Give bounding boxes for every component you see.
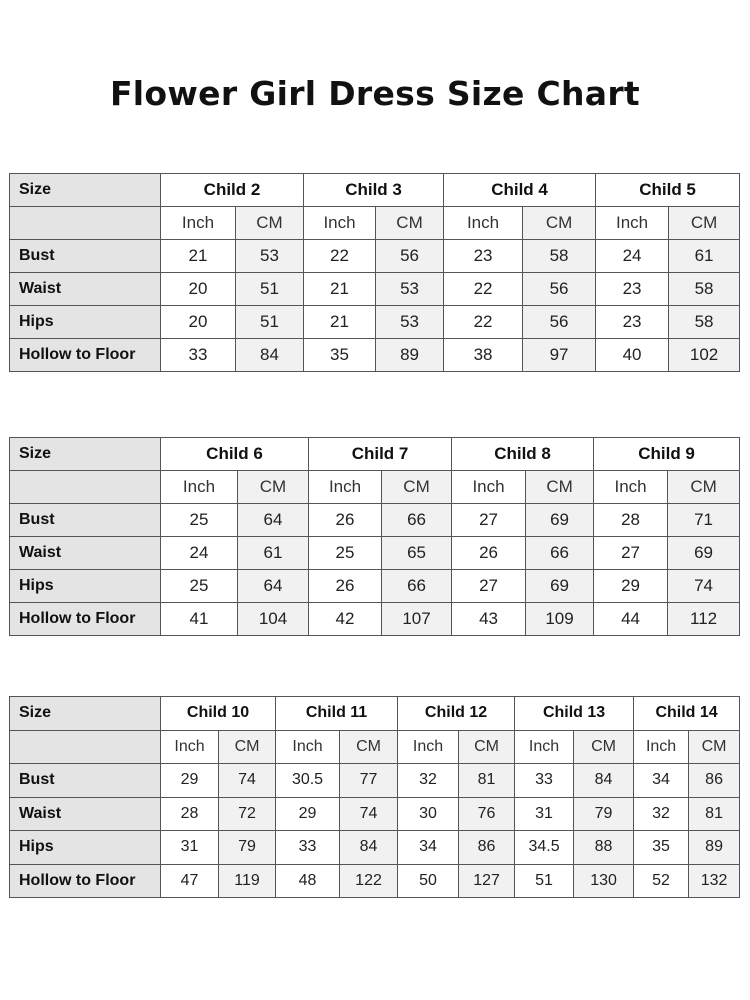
table-cell: 53 [376,273,444,306]
table-cell: 74 [340,797,398,831]
row-label: Bust [10,764,161,798]
size-name: Child 3 [304,174,444,207]
table-cell: 86 [459,831,515,865]
unit-cm: CM [376,207,444,240]
table-cell: 23 [596,306,669,339]
table-cell: 25 [309,537,382,570]
unit-inch: Inch [161,207,236,240]
table-cell: 79 [219,831,276,865]
unit-row [10,471,740,504]
table-cell: 34 [634,764,689,798]
table-cell: 58 [669,273,740,306]
table-cell: 74 [219,764,276,798]
page-title: Flower Girl Dress Size Chart [109,74,641,113]
table-cell: 26 [309,504,382,537]
table-cell: 35 [304,339,376,372]
unit-inch: Inch [594,471,668,504]
unit-inch: Inch [398,730,459,764]
size-header-row [10,697,740,731]
unit-inch: Inch [444,207,523,240]
table-cell: 66 [382,570,452,603]
size-name: Child 13 [515,697,634,731]
table-cell: 64 [238,570,309,603]
table-cell: 88 [574,831,634,865]
unit-row [10,207,740,240]
table-cell: 23 [596,273,669,306]
table-cell: 132 [689,864,740,898]
size-label: Size [10,174,161,207]
size-name: Child 12 [398,697,515,731]
table-cell: 27 [594,537,668,570]
table-cell: 53 [376,306,444,339]
row-label: Hips [10,570,161,603]
unit-cm: CM [238,471,309,504]
table-cell: 74 [668,570,740,603]
size-name: Child 2 [161,174,304,207]
size-table-2 [9,437,740,636]
table-row [10,797,740,831]
table-cell: 21 [161,240,236,273]
size-name: Child 10 [161,697,276,731]
table-cell: 47 [161,864,219,898]
table-row [10,273,740,306]
table-cell: 32 [398,764,459,798]
row-label: Hollow to Floor [10,339,161,372]
table-cell: 22 [304,240,376,273]
table-cell: 65 [382,537,452,570]
table-cell: 30 [398,797,459,831]
table-cell: 34.5 [515,831,574,865]
table-cell: 43 [452,603,526,636]
table-cell: 130 [574,864,634,898]
table-cell: 31 [161,831,219,865]
table-cell: 51 [236,273,304,306]
unit-cm: CM [523,207,596,240]
unit-inch: Inch [634,730,689,764]
unit-cm: CM [382,471,452,504]
size-name: Child 14 [634,697,740,731]
unit-row [10,730,740,764]
table-cell: 26 [452,537,526,570]
table-cell: 22 [444,306,523,339]
table-cell: 79 [574,797,634,831]
unit-cm: CM [669,207,740,240]
table-cell: 31 [515,797,574,831]
table-row [10,240,740,273]
table-cell: 32 [634,797,689,831]
table-cell: 34 [398,831,459,865]
size-label: Size [10,438,161,471]
table-row [10,764,740,798]
table-row [10,831,740,865]
table-cell: 56 [523,273,596,306]
table-row [10,603,740,636]
table-cell: 33 [276,831,340,865]
size-name: Child 9 [594,438,740,471]
table-row [10,504,740,537]
table-cell: 33 [515,764,574,798]
table-cell: 50 [398,864,459,898]
table-cell: 44 [594,603,668,636]
table-cell: 84 [236,339,304,372]
table-cell: 112 [668,603,740,636]
unit-inch: Inch [309,471,382,504]
table-cell: 119 [219,864,276,898]
table-cell: 89 [376,339,444,372]
table-cell: 28 [161,797,219,831]
table-row [10,306,740,339]
unit-inch: Inch [596,207,669,240]
table-cell: 51 [515,864,574,898]
table-cell: 21 [304,273,376,306]
unit-cm: CM [459,730,515,764]
unit-inch: Inch [276,730,340,764]
table-cell: 24 [596,240,669,273]
table-cell: 71 [668,504,740,537]
table-cell: 30.5 [276,764,340,798]
row-label: Bust [10,504,161,537]
table-cell: 76 [459,797,515,831]
size-header-row [10,174,740,207]
table-cell: 41 [161,603,238,636]
unit-cm: CM [668,471,740,504]
table-row [10,570,740,603]
table-cell: 84 [574,764,634,798]
table-cell: 86 [689,764,740,798]
unit-inch: Inch [161,730,219,764]
table-cell: 58 [669,306,740,339]
table-cell: 61 [669,240,740,273]
table-cell: 53 [236,240,304,273]
table-cell: 29 [594,570,668,603]
table-cell: 33 [161,339,236,372]
table-cell: 84 [340,831,398,865]
table-cell: 66 [526,537,594,570]
table-cell: 35 [634,831,689,865]
table-cell: 29 [276,797,340,831]
size-name: Child 5 [596,174,740,207]
table-cell: 89 [689,831,740,865]
table-cell: 27 [452,504,526,537]
unit-inch: Inch [515,730,574,764]
row-label: Waist [10,797,161,831]
size-name: Child 7 [309,438,452,471]
table-cell: 25 [161,570,238,603]
table-cell: 52 [634,864,689,898]
table-cell: 25 [161,504,238,537]
table-cell: 64 [238,504,309,537]
table-cell: 40 [596,339,669,372]
table-cell: 69 [668,537,740,570]
table-cell: 69 [526,570,594,603]
unit-inch: Inch [161,471,238,504]
unit-inch: Inch [304,207,376,240]
table-cell: 48 [276,864,340,898]
table-cell: 22 [444,273,523,306]
table-cell: 20 [161,306,236,339]
table-cell: 69 [526,504,594,537]
table-cell: 127 [459,864,515,898]
blank-cell [10,730,161,764]
size-header-row [10,438,740,471]
table-cell: 81 [459,764,515,798]
row-label: Waist [10,537,161,570]
table-cell: 81 [689,797,740,831]
table-cell: 61 [238,537,309,570]
table-cell: 38 [444,339,523,372]
table-cell: 29 [161,764,219,798]
unit-cm: CM [526,471,594,504]
table-cell: 102 [669,339,740,372]
size-table-3 [9,696,740,898]
unit-cm: CM [236,207,304,240]
unit-cm: CM [689,730,740,764]
table-cell: 66 [382,504,452,537]
table-cell: 56 [376,240,444,273]
table-cell: 26 [309,570,382,603]
table-cell: 28 [594,504,668,537]
blank-cell [10,207,161,240]
unit-inch: Inch [452,471,526,504]
table-cell: 104 [238,603,309,636]
table-cell: 56 [523,306,596,339]
row-label: Hips [10,831,161,865]
table-cell: 109 [526,603,594,636]
table-cell: 42 [309,603,382,636]
table-cell: 77 [340,764,398,798]
unit-cm: CM [340,730,398,764]
unit-cm: CM [574,730,634,764]
table-row [10,537,740,570]
row-label: Bust [10,240,161,273]
table-cell: 24 [161,537,238,570]
size-name: Child 8 [452,438,594,471]
size-name: Child 6 [161,438,309,471]
table-cell: 20 [161,273,236,306]
size-name: Child 11 [276,697,398,731]
size-name: Child 4 [444,174,596,207]
table-cell: 97 [523,339,596,372]
blank-cell [10,471,161,504]
size-table-1 [9,173,740,372]
row-label: Waist [10,273,161,306]
unit-cm: CM [219,730,276,764]
table-cell: 107 [382,603,452,636]
table-cell: 27 [452,570,526,603]
size-label: Size [10,697,161,731]
table-cell: 72 [219,797,276,831]
table-cell: 21 [304,306,376,339]
table-cell: 122 [340,864,398,898]
row-label: Hollow to Floor [10,864,161,898]
table-row [10,864,740,898]
table-row [10,339,740,372]
table-cell: 58 [523,240,596,273]
row-label: Hips [10,306,161,339]
table-cell: 23 [444,240,523,273]
row-label: Hollow to Floor [10,603,161,636]
table-cell: 51 [236,306,304,339]
